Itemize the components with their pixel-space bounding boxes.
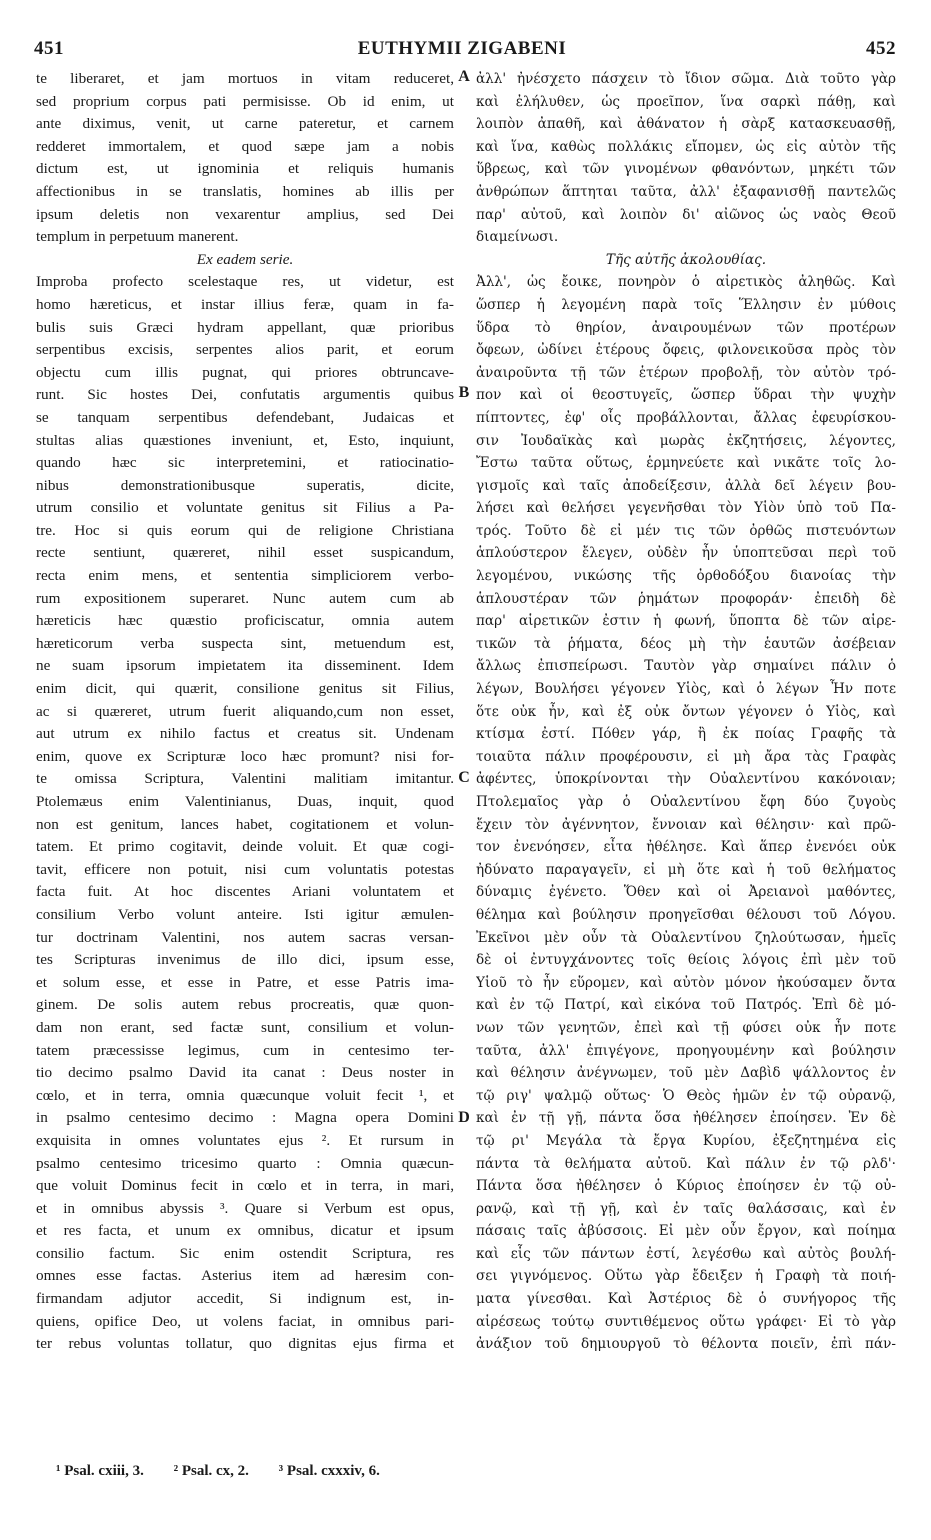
footnotes <box>56 1463 406 1480</box>
page-header <box>28 38 896 64</box>
margin-letter-a: A <box>458 68 470 85</box>
greek-line: τῷ ρι' Μεγάλα τὰ ἔργα Κυρίου, ἐξεζητημένα εἰς <box>476 1132 896 1149</box>
latin-line: se tanquam serpentibus defendebant, Judaicas et <box>36 408 454 426</box>
latin-column <box>36 68 454 1356</box>
greek-line: ὕδρα τὸ θηρίον, ἀναιρουμένων τῶν προτέρων <box>476 319 896 336</box>
latin-line: que voluit Dominus fecit in cœlo et in terra, in mari, <box>36 1177 454 1195</box>
latin-line: Improba profecto scelestaque res, ut videtur, est <box>36 273 454 291</box>
greek-line: ἁπλουστέραν τῶν ῥημάτων προφοράν· ἐπειδὴ δὲ <box>476 590 896 607</box>
greek-line: καὶ ἐν τῇ γῇ, πάντα ὅσα ἠθέλησεν ἐποίησεν. Ἐν δὲ <box>476 1110 896 1127</box>
greek-line: Ἔστω ταῦτα οὕτως, ἑρμηνεύετε καὶ νικᾶτε τοῖς λο- <box>476 455 896 472</box>
latin-line: tatem. Et primo cogitavit, deinde voluit. Et quæ cogi- <box>36 838 454 856</box>
latin-line: runt. Sic hostes Dei, confutatis argumentis quibus <box>36 386 454 404</box>
greek-line: διαμείνωσι. <box>476 229 559 246</box>
latin-line: consilium Verbo volunt anteire. Isti igitur æmulen- <box>36 905 454 923</box>
greek-line: ὥσπερ ἡ λεγομένη παρὰ τοῖς Ἕλλησιν ἐν μύθοις <box>476 296 896 313</box>
latin-line: et solum esse, et esse in Patre, et esse Patris ima- <box>36 973 454 991</box>
greek-line: σει γιγνόμενος. Οὕτω γὰρ ἔδειξεν ἡ Γραφὴ τὰ ποιή- <box>476 1268 896 1285</box>
greek-line: πίπτοντες, ἐφ' οἷς προβάλλονται, ἄλλας ἐφευρίσκου- <box>476 409 896 426</box>
latin-line: tre. Hoc si quis eorum qui de religione Christiana <box>36 521 454 539</box>
latin-line: hæreticis hæc quæstio proficiscatur, omnia autem <box>36 612 454 630</box>
latin-line: ne suam ipsorum impietatem ita disseminent. Idem <box>36 657 454 675</box>
footnote-2: ² Psal. cx, 2. <box>173 1463 249 1479</box>
latin-line: rum expositionem superaret. Nunc autem cum ab <box>36 589 454 607</box>
greek-line: ἠδύνατο παραγαγεῖν, εἰ μὴ ὅτε καὶ ἡ τοῦ θελήματος <box>476 861 896 878</box>
margin-letter-b: B <box>458 384 470 401</box>
greek-line: καὶ εἷς τῶν πάντων ἐστί, λεγέσθω καὶ αὐτὸς βουλή- <box>476 1245 896 1262</box>
latin-line: dam non erant, sed factæ sunt, consilium et volun- <box>36 1018 454 1036</box>
greek-line: θέλημα καὶ βούλησιν προηγεῖσθαι θέλουσι τοῦ Λόγου. <box>476 906 896 923</box>
latin-line: recte sentiunt, quæreret, nihil esset suspicandum, <box>36 544 454 562</box>
greek-line: παρ' αὐτοῦ, καὶ λοιπὸν δι' αἰῶνος ὡς ναὸς Θεοῦ <box>476 206 896 223</box>
greek-line: πάσαις ταῖς ἀβύσσοις. Εἰ μὲν οὖν ἔργον, καὶ ποίημα <box>476 1223 896 1240</box>
greek-line: ματα γίνεσθαι. Καὶ Ἀστέριος δὲ ὁ συνήγορος τῆς <box>476 1291 896 1308</box>
latin-line: templum in perpetuum manerent. <box>36 228 239 246</box>
greek-line: αἱρέσεως τούτῳ συντιθέμενος οὕτω γράφει· Εἰ τὸ γὰρ <box>476 1313 896 1330</box>
greek-line: Υἱοῦ τὸ ἦν εὕρομεν, καὶ αὐτὸν μόνον ἠκούσαμεν ὄντα <box>476 974 896 991</box>
greek-line: πον καὶ οἱ θεοστυγεῖς, ὥσπερ ὕδραι τὴν ψυχὴν <box>476 387 896 404</box>
page-number-right: 452 <box>866 38 896 59</box>
latin-line: tur doctrinam Valentini, nos autem sacras versan- <box>36 928 454 946</box>
latin-line: quando hæc sic interpretemini, et ratiocinatio- <box>36 454 454 472</box>
greek-line: τικῶν τὰ ῥήματα, δέος μὴ τὴν ἑαυτῶν ἀσέβειαν <box>476 635 896 652</box>
greek-line: λοιπὸν ἀπαθῆ, καὶ ἀθάνατον ἡ σὰρξ κατασκευασθῇ, <box>476 116 896 133</box>
latin-line: stultas alias quæstiones inveniunt, et, Esto, inquiunt, <box>36 431 454 449</box>
greek-line: ἀνάξιον τοῦ δημιουργοῦ τὸ θέλοντα ποιεῖν, ἐπὶ πάν- <box>476 1336 896 1353</box>
greek-line: πάντα τὰ θελήματα αὐτοῦ. Καὶ πάλιν ἐν τῷ ρλδ'· <box>476 1155 896 1172</box>
latin-line: ante diximus, venit, ut carne pateretur, et carnem <box>36 115 454 133</box>
greek-line: καὶ ἐλήλυθεν, ὡς προεῖπον, ἵνα σαρκὶ πάθῃ, καὶ <box>476 93 896 110</box>
greek-line: ὕβρεως, καὶ τῶν γινομένων φθανόντων, μηκέτι τῶν <box>476 161 896 178</box>
greek-line: ὄφεων, ὠδίνει ἑτέρους ὄφεις, φιλονεικοῦσα πρὸς τὸν <box>476 342 896 359</box>
greek-column <box>476 68 896 1356</box>
latin-line: homo hæreticus, et instar illius feræ, quam in fa- <box>36 295 454 313</box>
greek-line: ρανῷ, καὶ τῇ γῇ, καὶ ἐν ταῖς θαλάσσαις, καὶ ἐν <box>476 1200 896 1217</box>
greek-line: Πάντα ὅσα ἠθέλησεν ὁ Κύριος ἐποίησεν ἐν τῷ οὐ- <box>476 1178 896 1195</box>
greek-line: ἁπλούστερον ἔλεγεν, οὐδὲν ἦν ὑποπτεῦσαι περὶ τοῦ <box>476 545 896 562</box>
latin-line: dictum est, ut ignominia et reliquis humanis <box>36 160 454 178</box>
greek-line: κτίσμα ἐστί. Πόθεν γάρ, ἢ ἐκ ποίας Γραφῆς τὰ <box>476 726 896 743</box>
latin-line: ter rebus voluntas tollatur, quo dignitas ejus firma et <box>36 1335 454 1353</box>
latin-line: firmandam adjutor accedit, Si indignum est, in- <box>36 1290 454 1308</box>
margin-letter-d: D <box>458 1109 470 1126</box>
latin-line: bulis suis Græci hydram appellant, quæ prioribus <box>36 318 454 336</box>
latin-line: Ptolemæus enim Valentinianus, Duas, inquit, quod <box>36 793 454 810</box>
greek-line: Ἐκεῖνοι μὲν οὖν τὰ Οὐαλεντίνου ζηλούτωσαν, ἡμεῖς <box>476 929 896 946</box>
greek-line: ταῦτα, ἀλλ' ἐπιγέγονε, προηγουμένην καὶ βούλησιν <box>476 1042 896 1059</box>
latin-line: recta enim mens, et sententia simpliciorem verbo- <box>36 567 454 585</box>
latin-line: et in omnibus abyssis ³. Quare si Verbum est opus, <box>36 1199 454 1217</box>
page-number-left: 451 <box>34 38 64 59</box>
latin-line: omnes esse factas. Asterius item ad hæresim con- <box>36 1267 454 1285</box>
greek-line: σιν Ἰουδαϊκὰς καὶ μωρὰς ἐκζητήσεις, λέγοντες, <box>476 432 896 449</box>
greek-line: λεγομένου, νικώσης τῆς ὀρθοδόξου διανοίας τὴν <box>476 568 896 585</box>
greek-line: νων τῶν γενητῶν, ἐπεὶ καὶ τῇ φύσει οὐκ ἦν ποτε <box>476 1019 896 1036</box>
greek-line: ἄλλως ἐπισπείρωσι. Ταυτὸν γὰρ σημαίνει πάλιν ὁ <box>476 658 896 675</box>
latin-line: enim dicit, qui quærit, consilione genitus sit Filius, <box>36 680 454 698</box>
greek-line: καὶ ἐν τῷ Πατρί, καὶ εἰκόνα τοῦ Πατρός. Ἐπὶ δὲ μό- <box>476 997 896 1014</box>
greek-line: τῷ ριγ' ψαλμῷ οὕτως· Ὁ Θεὸς ἡμῶν ἐν τῷ οὐρανῷ, <box>476 1087 896 1104</box>
latin-line: cœlo, et in terra, omnia quæcunque voluit fecit ¹, et <box>36 1086 454 1104</box>
latin-line: utrum consilio et voluntate genitus sit Filius a Pa- <box>36 499 454 517</box>
greek-line: δὲ οἱ ἐντυγχάνοντες τοῖς θείοις λόγοις ἐπὶ μὲν τοῦ <box>476 952 896 969</box>
greek-line: ἀναιροῦντα τῇ τῶν ἑτέρων προβολῇ, τὸν αὐτὸν τρό- <box>476 364 896 381</box>
greek-line: Πτολεμαῖος γὰρ ὁ Οὐαλεντίνου ἔφη δύο ζυγοὺς <box>476 794 896 810</box>
latin-line: hæreticorum verba suspecta sint, metuendum est, <box>36 634 454 652</box>
latin-line: facta fuit. At hoc discentes Ariani voluntatem et <box>36 883 454 901</box>
greek-line: ἀφέντες, ὑποκρίνονται τὴν Οὐαλεντίνου κακόνοιαν; <box>476 771 896 788</box>
greek-line: ἀνθρώπων ἅπτηται ταῦτα, ἀλλ' ἐξαφανισθῇ παντελῶς <box>476 183 896 200</box>
greek-line: καὶ θέλησιν ἀνέγνωμεν, τοῦ μὲν Δαβὶδ ψάλλοντος ἐν <box>476 1065 896 1082</box>
greek-line: γισμοῖς καὶ ταῖς ἀποδείξεσιν, ἀλλὰ δεῖ λέγειν βου- <box>476 477 896 494</box>
latin-line: consilio factum. Sic enim ostendit Scriptura, res <box>36 1244 454 1262</box>
footnote-1: ¹ Psal. cxiii, 3. <box>56 1463 144 1479</box>
greek-line: δύναμις ἐγένετο. Ὅθεν καὶ οἱ Ἀρειανοὶ μαθόντες, <box>476 884 896 901</box>
latin-line: enim, quove ex Scripturæ loco hæc promunt? nisi for- <box>36 747 454 765</box>
latin-line: psalmo centesimo tricesimo quarto : Omnia quæcun- <box>36 1154 454 1172</box>
greek-line: καὶ ἵνα, καθὼς πολλάκις εἴπομεν, ὡς εἰς αὐτὸν τῆς <box>476 138 896 155</box>
latin-line: ipsum deletis non vexarentur amplius, sed Dei <box>36 205 454 223</box>
latin-line: tio decimo psalmo David ita canat : Deus noster in <box>36 1064 454 1082</box>
latin-line: nibus demonstrationibusque superatis, dicite, <box>36 476 454 494</box>
latin-line: ginem. De solis autem rebus procreatis, quæ quon- <box>36 996 454 1014</box>
latin-line: tes Scripturas invenimus de illo dici, ipsum esse, <box>36 951 454 969</box>
latin-line: affectionibus in se translatis, homines ab illis per <box>36 182 454 200</box>
footnote-3: ³ Psal. cxxxiv, 6. <box>278 1463 380 1479</box>
latin-line: tatem præcessisse legimus, cum in centesimo ter- <box>36 1041 454 1059</box>
latin-line: non est genitum, lances habet, cogitationem et volun- <box>36 815 454 833</box>
latin-line: sed proprium corpus pati permisisse. Ob id enim, ut <box>36 92 454 110</box>
latin-line: serpentibus excisis, serpentes alios parit, et eorum <box>36 341 454 359</box>
latin-line: te omissa Scriptura, Valentini malitiam imitantur. <box>36 770 454 788</box>
greek-line: τον ἐνενόησεν, εἶτα ἠθέλησε. Καὶ ἅπερ ἐνενόει οὐκ <box>476 839 896 856</box>
latin-line: aut utrum ex nihilo factus et creatus sit. Undenam <box>36 725 454 743</box>
greek-line: Τῆς αὐτῆς ἀκολουθίας. <box>605 251 767 268</box>
latin-line: quiens, opifice Deo, ut volens faciat, in omnibus pari- <box>36 1312 454 1330</box>
greek-line: Ἀλλ', ὡς ἔοικε, πονηρὸν ὁ αἱρετικὸς ἀληθῶς. Καὶ <box>476 274 896 291</box>
latin-line: te liberaret, et jam mortuos in vitam reduceret, <box>36 70 454 87</box>
greek-line: τοιαῦτα πάλιν προφέρουσιν, εἰ μὴ ἄρα τὰς Γραφὰς <box>476 748 896 765</box>
latin-line: in psalmo centesimo decimo : Magna opera Domini <box>36 1109 454 1127</box>
running-title: EUTHYMII ZIGABENI <box>357 38 567 59</box>
latin-line: exquisita in omnes voluntates ejus ². Et rursum in <box>36 1131 454 1149</box>
margin-letter-c: C <box>458 769 470 786</box>
greek-line: τρός. Τοῦτο δὲ εἰ μέν τις τῶν ὀρθῶς πιστευόντων <box>476 522 896 539</box>
greek-line: ὅτε οὐκ ἦν, καὶ ἐξ οὐκ ὄντων γέγονεν ὁ Υἱὸς, καὶ <box>476 703 896 720</box>
latin-line: Ex eadem serie. <box>196 250 294 268</box>
greek-line: παρ' αἱρετικῶν ἐστιν ἡ φωνή, ὕποπτα δὲ τῶν αἱρε- <box>476 613 896 630</box>
latin-line: redderet immortalem, et quod sæpe jam a nobis <box>36 137 454 155</box>
latin-line: tavit, efficere non potuit, nisi cum voluntatis potestas <box>36 860 454 878</box>
greek-line: ἀλλ' ἠνέσχετο πάσχειν τὸ ἴδιον σῶμα. Διὰ τοῦτο γὰρ <box>476 71 896 87</box>
greek-line: ἔχειν τὸν ἀγέννητον, ἔννοιαν καὶ θέλησιν· καὶ πρῶ- <box>476 816 896 833</box>
latin-line: et res facta, et unum ex omnibus, dicatur et ipsum <box>36 1222 454 1240</box>
greek-line: λέγων, Βουλήσει γέγονεν Υἱὸς, καὶ ὁ λέγων Ἦν ποτε <box>476 681 896 698</box>
greek-line: λήσει καὶ θελήσει γεγενῆσθαι τὸν Υἱὸν ὑπὸ τοῦ Πα- <box>476 500 896 517</box>
latin-line: ac si quæreret, utrum fuerit aliquando,cum non esset, <box>36 702 454 720</box>
latin-line: objectu cum illis pugnat, qui priores obtruncave- <box>36 363 454 381</box>
